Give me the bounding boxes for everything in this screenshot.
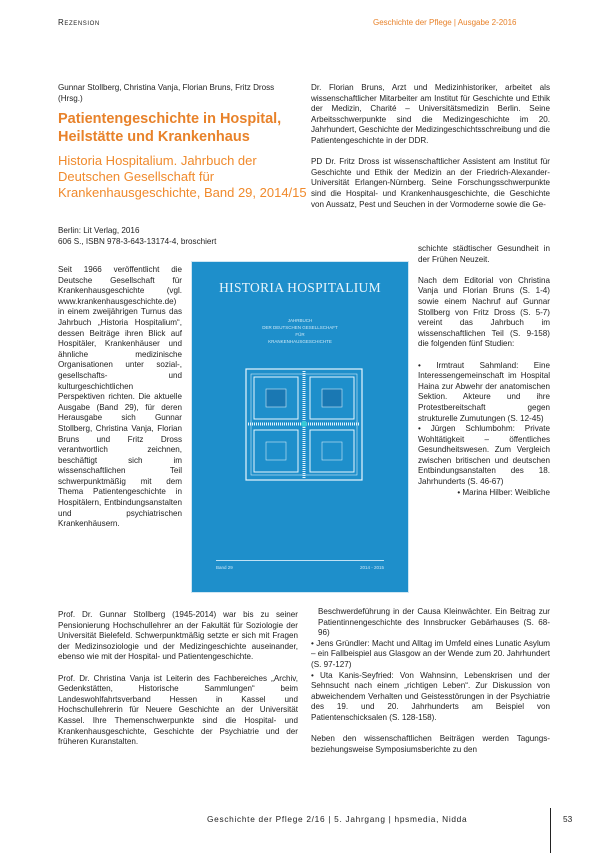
book-authors: Gunnar Stollberg, Christina Vanja, Florian Bruns, Fritz Dross (Hrsg.) xyxy=(58,83,275,103)
editorial-paragraph: Nach dem Editorial von Christina Vanja und Florian Bruns (S. 1-4) sowie einem Nachruf auf Gunnar Stollberg von Fritz Dross (S. 5-7) vereint das Jahrbuch im wissenschaftlichen Teil (S. 9-158) die folgenden fünf Studien: xyxy=(418,275,550,349)
book-cover-image xyxy=(192,262,408,592)
book-subtitle: Historia Hospitalium. Jahrbuch der Deutschen Gesellschaft für Krankenhausgeschichte, Band 29, 2014/15 xyxy=(58,153,307,201)
book-publication xyxy=(58,226,298,247)
book-publisher: Berlin: Lit Verlag, 2016 xyxy=(58,226,140,235)
dross-bio: PD Dr. Fritz Dross ist wissenschaftlicher Assistent am Institut für Geschichte und Ethik der Medizin an der Friedrich-Alexander-Universität Erlangen-Nürnberg. Seine Forschungsschwerpunkte sind die Hospital- und Krankenhausgeschichte, die Geschichte von Aussatz, Pest und Seuchen in der Vormoderne sowie die Ge- xyxy=(311,157,550,209)
stollberg-bio: Prof. Dr. Gunnar Stollberg (1945-2014) war bis zu seiner Pensionierung Hochschullehrer an der Fakultät für Soziologie der Universität Bielefeld. Schwerpunktmäßig setzte er sich mit Fragen der Medizinsoziologie und der Medizingeschichte auseinander, ebenso wie mit der Hospital- und Patientengeschichte. xyxy=(58,610,298,662)
cover-subtitle-line: JAHRBUCH xyxy=(287,318,313,323)
right-column-narrow xyxy=(418,244,550,498)
footer-citation: Geschichte der Pflege 2/16 | 5. Jahrgang | hpsmedia, Nidda xyxy=(207,814,468,824)
vanja-bio: Prof. Dr. Christina Vanja ist Leiterin des Fachbereiches „Archiv, Gedenkstätten, Historische Sammlungen“ beim Landeswohlfahrtsverband Hessen in Kassel und Hochschullehrerin für Neuere Geschichte an der Universität Kassel. Ihre Themenschwerpunkte sind die Hospital- und Krankenhausgeschichte, Geschichte der Psychiatrie und der früheren Kuranstalten. xyxy=(58,673,298,747)
cover-band: Band 29 xyxy=(216,565,233,570)
study-item-continued: Beschwerdeführung in der Causa Kleinwächter. Ein Beitrag zur Patientinnengeschichte des Innsbrucker Gebärhauses (S. 68-96) xyxy=(318,607,550,638)
study-item: • Uta Kanis-Seyfried: Von Wahnsinn, Lebenskrisen und der Sehnsucht nach einem „richtigen Leben“. Zur Diskussion von abweichendem Verhalten und Geistesstörungen in der Psychiatrie des 19. und 20. Jahrhunderts am Beispiel von Patientenschicksalen (S. 128-158). xyxy=(311,671,550,724)
dross-bio-continued: schichte städtischer Gesundheit in der Frühen Neuzeit. xyxy=(418,244,550,264)
right-column-top xyxy=(311,83,550,210)
cover-years: 2014 - 2015 xyxy=(359,565,384,570)
cover-subtitle-line: DER DEUTSCHEN GESELLSCHAFT xyxy=(262,325,338,330)
cover-rule xyxy=(216,560,384,561)
cover-subtitle-line: FÜR xyxy=(295,332,305,337)
study-item: • Jens Gründler: Macht und Alltag im Umfeld eines Lunatic Asylum – ein Fallbeispiel aus Glasgow an der Wende zum 20. Jahrhundert (S. 97-127) xyxy=(311,639,550,671)
section-label: Rezension xyxy=(58,18,100,27)
left-column-bios xyxy=(58,610,298,748)
journal-header: Geschichte der Pflege | Ausgabe 2-2016 xyxy=(373,18,517,27)
study-item: • Irmtraut Sahmland: Eine Interessengemeinschaft im Hospital Haina zur Abwehr der anatomischen Sektion. Akteure und ihre Protestbereitschaft gegen strukturelle Zumutungen (S. 12-45) xyxy=(418,361,550,425)
closing-paragraph: Neben den wissenschaftlichen Beiträgen werden Tagungs- beziehungsweise Symposiumsberichte zu den xyxy=(311,734,550,754)
page-number: 53 xyxy=(563,814,573,824)
book-details: 606 S., ISBN 978-3-643-13174-4, broschiert xyxy=(58,236,217,246)
cover-title: HISTORIA HOSPITALIUM xyxy=(219,280,381,295)
hospital-floor-plan-illustration xyxy=(244,367,364,482)
intro-paragraph: Seit 1966 veröffentlicht die Deutsche Gesellschaft für Krankenhausgeschichte (vgl. www.krankenhausgeschichte.de) in einem zweijährigen Turnus das Jahrbuch „Historia Hospitalium“, dessen Beiträge ihren Blick auf Hospitäler, Krankenhäuser und ähnliche medizinische Organisationen unter sozial-, gesellschafts- und kulturgeschichtlichen Perspektiven richten. Die aktuelle Ausgabe (Band 29), für deren Herausgabe sich Gunnar Stollberg, Christina Vanja, Florian Bruns und Fritz Dross verantwortlich zeichnen, beschäftigt sich im wissenschaftlichen Teil schwerpunktmäßig mit dem Thema Patientengeschichte in Hospitälern, Entbindungsanstalten und psychiatrischen Krankenhäusern. xyxy=(58,265,182,529)
bruns-bio: Dr. Florian Bruns, Arzt und Medizinhistoriker, arbeitet als wissenschaftlicher Mitarbeiter am Institut für Geschichte und Ethik der Medizin, Charité – Universitätsmedizin Berlin. Seine Arbeitsschwerpunkte sind die Medizingeschichte im 20. Jahrhundert, Geschichte der Medizingeschichtsschreibung und die Patientengeschichte in der DDR. xyxy=(311,83,550,145)
cover-subtitle-line: KRANKENHAUSGESCHICHTE xyxy=(268,339,332,344)
book-title: Patientengeschichte in Hospital, Heilstätte und Krankenhaus xyxy=(58,111,282,145)
cover-subtitle xyxy=(192,317,408,345)
footer-divider xyxy=(550,808,551,853)
right-column-bottom xyxy=(311,607,550,755)
study-item: • Jürgen Schlumbohm: Private Wohltätigkeit – öffentliches Gesundheitswesen. Zum Vergleich zwischen britischen und deutschen Entbindungsanstalten des 18. Jahrhunderts (S. 46-67) xyxy=(418,424,550,488)
study-item: • Marina Hilber: Weibliche xyxy=(418,488,550,499)
